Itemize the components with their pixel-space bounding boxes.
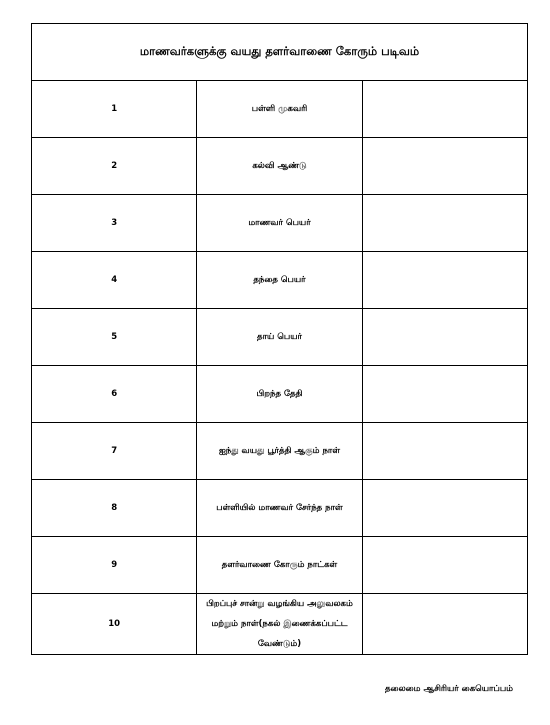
student-name-field[interactable] [362,195,527,252]
row-label-relaxation-days: தளர்வாணை கோரும் நாட்கள் [197,537,362,594]
row-number: 10 [32,594,197,655]
birth-certificate-office-field[interactable] [362,594,527,655]
relaxation-days-field[interactable] [362,537,527,594]
row-number: 6 [32,366,197,423]
row-number: 4 [32,252,197,309]
table-row [32,252,528,309]
table-row [32,309,528,366]
father-name-field[interactable] [362,252,527,309]
row-number: 5 [32,309,197,366]
table-row [32,138,528,195]
row-number: 9 [32,537,197,594]
row-label-mother-name: தாய் பெயர் [197,309,362,366]
row-label-school-address: பள்ளி முகவரி [197,81,362,138]
row-label-student-name: மாணவர் பெயர் [197,195,362,252]
date-of-birth-field[interactable] [362,366,527,423]
table-row [32,366,528,423]
row-number: 2 [32,138,197,195]
school-address-field[interactable] [362,81,527,138]
row-label-birth-certificate-office: பிறப்புச் சான்று வழங்கிய அலுவலகம் மற்றும் நாள்(நகல் இணைக்கப்பட்ட வேண்டும்) [197,594,362,655]
headmaster-signature-label: தலைமை ஆசிரியர் கையொப்பம் [384,684,513,694]
row-label-father-name: தந்தை பெயர் [197,252,362,309]
table-row [32,594,528,655]
row-number: 7 [32,423,197,480]
age-relaxation-form-table [31,23,528,655]
table-row [32,81,528,138]
row-label-five-years-completion-date: ஐந்து வயது பூர்த்தி ஆகும் நாள் [197,423,362,480]
table-row [32,480,528,537]
row-number: 1 [32,81,197,138]
table-row [32,537,528,594]
row-label-date-of-birth: பிறந்த தேதி [197,366,362,423]
row-number: 8 [32,480,197,537]
table-row [32,423,528,480]
mother-name-field[interactable] [362,309,527,366]
form-title-row [32,24,528,81]
row-label-admission-date: பள்ளியில் மாணவர் சேர்ந்த நாள் [197,480,362,537]
admission-date-field[interactable] [362,480,527,537]
row-number: 3 [32,195,197,252]
form-title: மாணவர்களுக்கு வயது தளர்வாணை கோரும் படிவம் [32,24,528,81]
table-row [32,195,528,252]
five-years-completion-date-field[interactable] [362,423,527,480]
academic-year-field[interactable] [362,138,527,195]
row-label-academic-year: கல்வி ஆண்டு [197,138,362,195]
